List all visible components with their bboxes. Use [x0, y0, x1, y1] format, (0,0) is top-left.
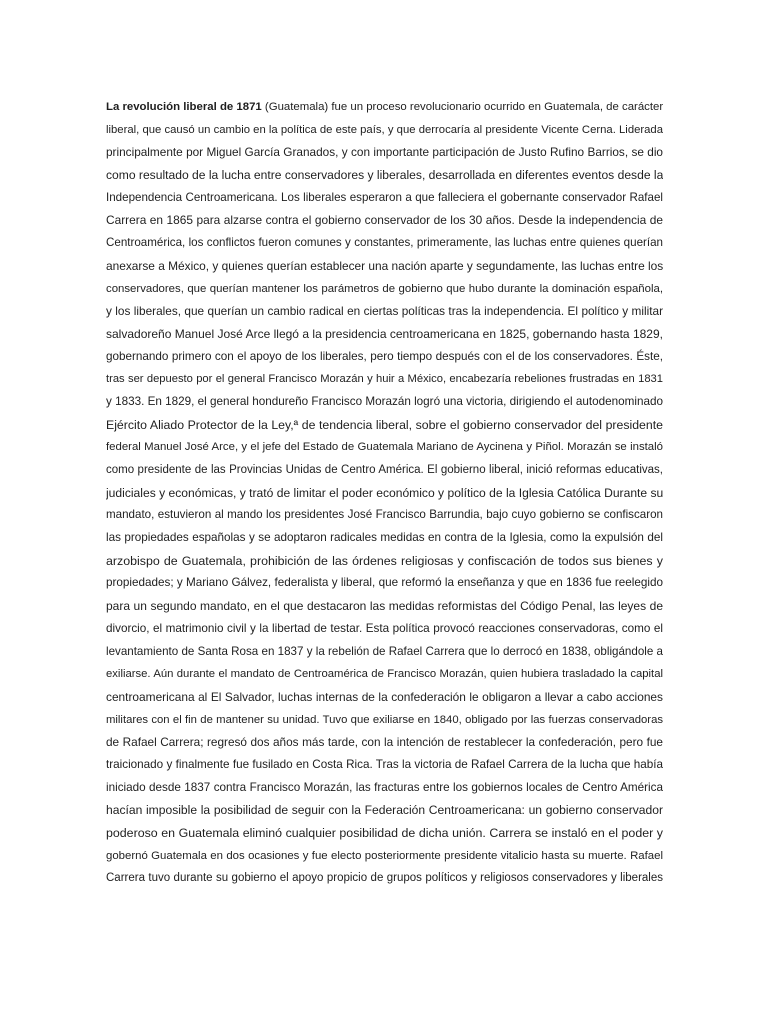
text-line: Centroamérica, los conflictos fueron comunes y constantes, primeramente, las luchas entre quienes querían	[106, 236, 663, 250]
text-line: propiedades; y Mariano Gálvez, federalista y liberal, que reformó la enseñanza y que en 1836 fue reelegido	[106, 576, 663, 590]
text-line: arzobispo de Guatemala, prohibición de las órdenes religiosas y confiscación de todos sus bienes y	[106, 553, 663, 568]
text-line: para un segundo mandato, en el que destacaron las medidas reformistas del Código Penal, las leyes de	[106, 599, 663, 614]
text-line: y 1833. En 1829, el general hondureño Francisco Morazán logró una victoria, dirigiendo el autodenominado	[106, 394, 663, 408]
text-line: divorcio, el matrimonio civil y la libertad de testar. Esta política provocó reacciones conservadoras, como el	[106, 621, 663, 635]
text-line: traicionado y finalmente fue fusilado en Costa Rica. Tras la victoria de Rafael Carrera de la lucha que había	[106, 757, 663, 771]
text-line: judiciales y económicas, y trató de limitar el poder económico y político de la Iglesia Católica Durante su	[106, 485, 663, 500]
text-line: como resultado de la lucha entre conservadores y liberales, desarrollada en diferentes eventos desde la	[106, 168, 663, 183]
text-line: liberal, que causó un cambio en la política de este país, y que derrocaría al presidente Vicente Cerna. Liderada	[106, 123, 663, 136]
text-line: centroamericana al El Salvador, luchas internas de la confederación le obligaron a llevar a cabo acciones	[106, 689, 663, 704]
text-line: iniciado desde 1837 contra Francisco Morazán, las fracturas entre los gobiernos locales de Centro América	[106, 780, 663, 794]
text-line: hacían imposible la posibilidad de seguir con la Federación Centroamericana: un gobierno conservador	[106, 803, 663, 818]
text-line: como presidente de las Provincias Unidas de Centro América. El gobierno liberal, inició reformas educativas,	[106, 464, 663, 476]
text-line: tras ser depuesto por el general Francisco Morazán y huir a México, encabezaría rebeliones frustradas en 1831	[106, 373, 663, 386]
text-line: conservadores, que querían mantener los parámetros de gobierno que hubo durante la dominación española,	[106, 282, 663, 295]
document-body	[106, 96, 663, 890]
text-line: federal Manuel José Arce, y el jefe del Estado de Guatemala Mariano de Aycinena y Piñol. Morazán se instaló	[106, 441, 663, 454]
text-line: militares con el fin de mantener su unidad. Tuvo que exiliarse en 1840, obligado por las fuerzas conservadoras	[106, 713, 663, 726]
text-line-segment: (Guatemala) fue un proceso revolucionario ocurrido en Guatemala, de carácter	[261, 101, 663, 113]
text-line: salvadoreño Manuel José Arce llegó a la presidencia centroamericana en 1825, gobernando hasta 1829,	[106, 326, 663, 341]
text-line: levantamiento de Santa Rosa en 1837 y la rebelión de Rafael Carrera que lo derrocó en 1838, obligándole a	[106, 644, 663, 658]
text-line: Carrera en 1865 para alzarse contra el gobierno conservador de los 30 años. Desde la independencia de	[106, 213, 663, 228]
text-line: Carrera tuvo durante su gobierno el apoyo propicio de grupos políticos y religiosos conservadores y liberales	[106, 872, 663, 885]
text-line: las propiedades españolas y se adoptaron radicales medidas en contra de la Iglesia, como la expulsión del	[106, 531, 663, 545]
text-line: Independencia Centroamericana. Los liberales esperaron a que falleciera el gobernante conservador Rafael	[106, 190, 663, 204]
text-line: de Rafael Carrera; regresó dos años más tarde, con la intención de restablecer la confederación, pero fue	[106, 735, 663, 750]
text-line: exiliarse. Aún durante el mandato de Centroamérica de Francisco Morazán, quien hubiera trasladado la capital	[106, 668, 663, 681]
lead-bold-title: La revolución liberal de 1871	[106, 101, 262, 113]
text-line	[106, 96, 663, 119]
text-line: mandato, estuvieron al mando los presidentes José Francisco Barrundia, bajo cuyo gobierno se confiscaron	[106, 508, 663, 522]
text-line: anexarse a México, y quienes querían establecer una nación aparte y segundamente, las luchas entre los	[106, 258, 663, 273]
text-line: principalmente por Miguel García Granados, y con importante participación de Justo Rufino Barrios, se dio	[106, 145, 663, 160]
text-line: y los liberales, que querían un cambio radical en ciertas políticas tras la independencia. El político y militar	[106, 304, 663, 319]
text-line: gobernó Guatemala en dos ocasiones y fue electo posteriormente presidente vitalicio hasta su muerte. Rafael	[106, 849, 663, 862]
text-line: poderoso en Guatemala eliminó cualquier posibilidad de dicha unión. Carrera se instaló en el poder y	[106, 826, 663, 840]
text-line: Ejército Aliado Protector de la Ley,ª de tendencia liberal, sobre el gobierno conservador del presidente	[106, 417, 663, 432]
text-line: gobernando primero con el apoyo de los liberales, pero tiempo después con el de los conservadores. Éste,	[106, 349, 663, 363]
